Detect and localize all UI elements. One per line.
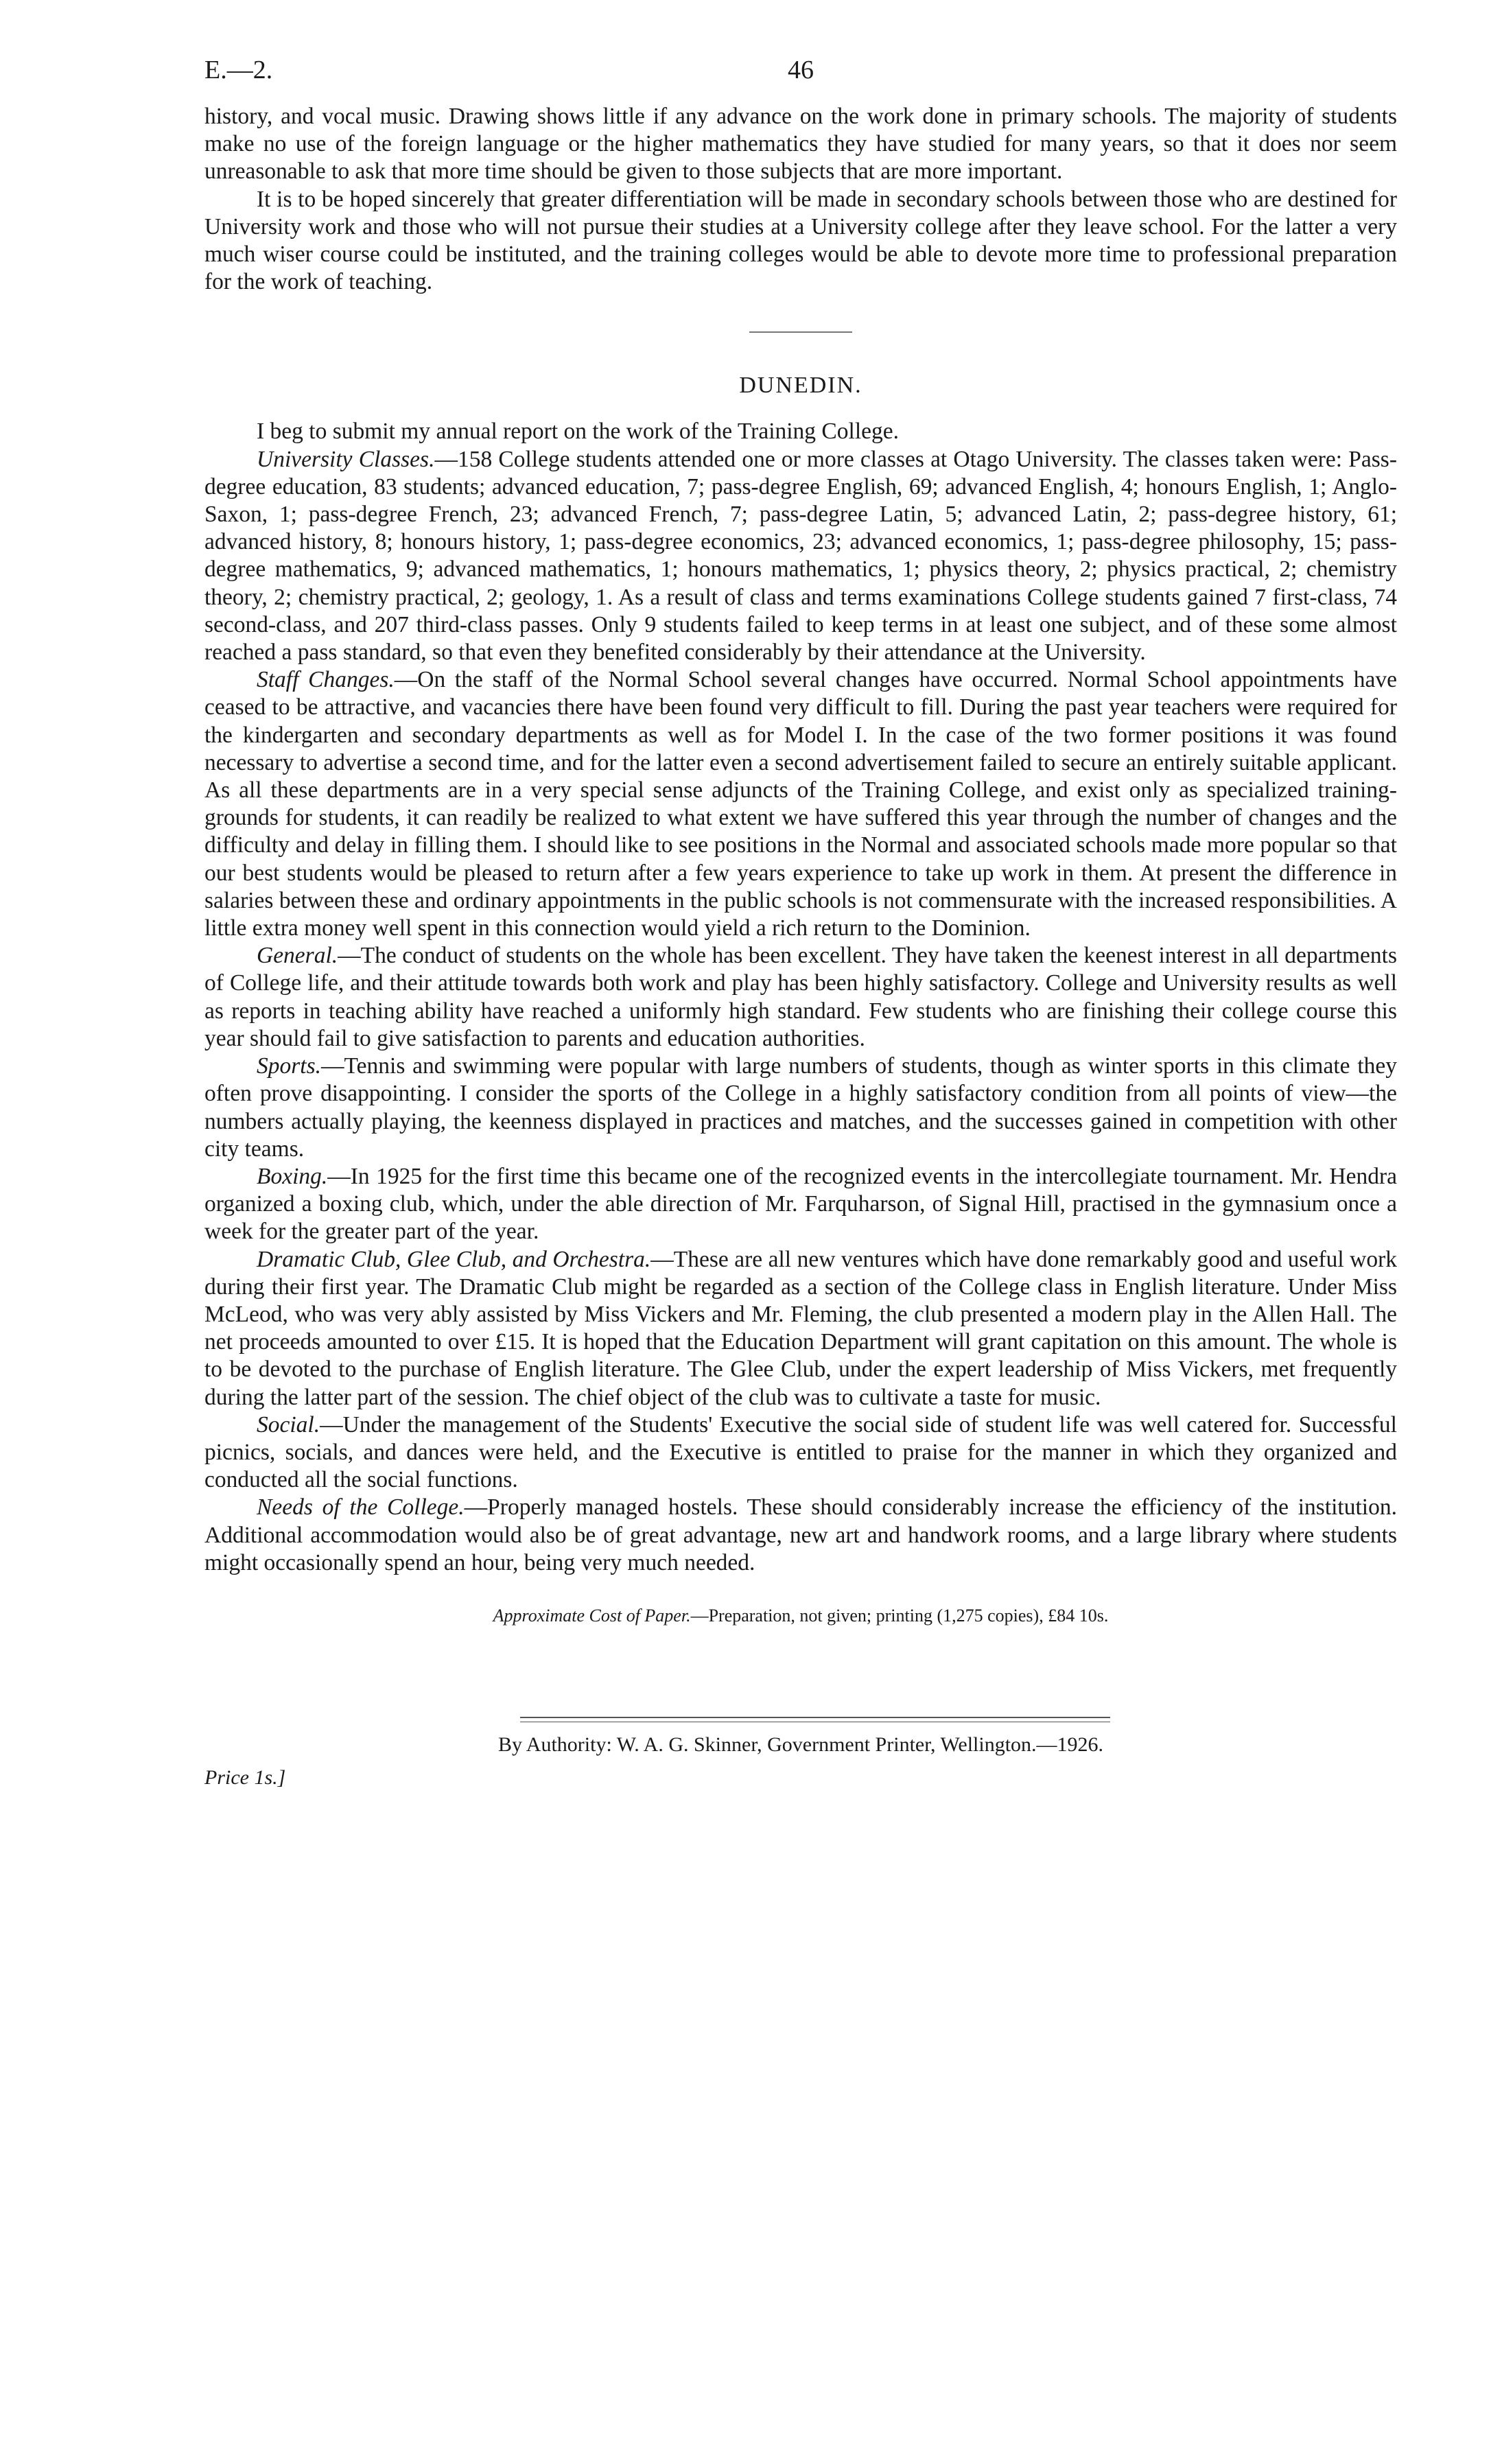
paragraph-text: —158 College students attended one or more classes at Otago University. The classes taken were: Pass-degree education, 83 students; advanced education, 7; pass-degree English, 69; advanced English, 4; honours English, 1; Anglo-Saxon, 1; pass-degree French, 23; advanced French, 7; pass-degree Latin, 5; advanced Latin, 2; pass-degree history, 61; advanced history, 8; honours history, 1; pass-degree economics, 23; advanced economics, 1; pass-degree philosophy, 15; pass-degree mathematics, 9; advanced mathematics, 1; honours mathematics, 1; physics theory, 2; physics practical, 2; chemistry theory, 2; chemistry practical, 2; geology, 1. As a result of class and terms examinations College students gained 7 first-class, 74 second-class, and 207 third-class passes. Only 9 students failed to keep terms in at least one subject, and of these some almost reached a pass standard, so that even they benefited considerably by their attendance at the University. <box>204 446 1397 666</box>
paragraph-text: —Tennis and swimming were popular with large numbers of students, though as winter sports in this climate they often prove disappointing. I consider the sports of the College in a highly satisfactory condition from all points of view—the numbers actually playing, the keenness displayed in practices and matches, and the successes gained in competition with other city teams. <box>204 1053 1397 1162</box>
document-page <box>204 55 1397 1790</box>
paragraph-heading: Needs of the College. <box>257 1494 465 1521</box>
intro-paragraph: It is to be hoped sincerely that greater differentiation will be made in secondary schools between those who are destined for University work and those who will not pursue their studies at a University college after they leave school. For the latter a very much wiser course could be instituted, and the training colleges would be able to devote more time to professional preparation for the work of teaching. <box>204 186 1397 295</box>
report-paragraph <box>204 666 1397 942</box>
paragraph-text: —These are all new ventures which have done remarkably good and useful work during their first year. The Dramatic Club might be regarded as a section of the College class in English literature. Under Miss McLeod, who was very ably assisted by Miss Vickers and Mr. Fleming, the club presented a modern play in the Allen Hall. The net proceeds amounted to over £15. It is hoped that the Education Department will grant capitation on this amount. The whole is to be devoted to the purchase of English literature. The Glee Club, under the expert leadership of Miss Vickers, met frequently during the latter part of the session. The chief object of the club was to cultivate a taste for music. <box>204 1246 1397 1410</box>
paragraph-text: —The conduct of students on the whole has been excellent. They have taken the keenest interest in all departments of College life, and their attitude towards both work and play has been highly satisfactory. College and University results as well as reports in teaching ability have reached a uniformly high standard. Few students who are finishing their college course this year should fail to give satisfaction to parents and education authorities. <box>204 943 1397 1051</box>
report-paragraph <box>204 1053 1397 1163</box>
paragraph-heading: Boxing. <box>257 1163 328 1189</box>
section-divider <box>749 331 852 333</box>
price-label: Price 1s.] <box>204 1765 286 1789</box>
printer-authority: By Authority: W. A. G. Skinner, Government Printer, Wellington.—1926. <box>497 1733 1104 1756</box>
cost-label: Approximate Cost of Paper. <box>493 1605 691 1626</box>
report-paragraph <box>204 1494 1397 1577</box>
cost-note <box>204 1606 1397 1626</box>
paragraph-heading: Dramatic Club, Glee Club, and Orchestra. <box>257 1246 651 1272</box>
report-paragraph <box>204 1411 1397 1494</box>
document-reference: E.—2. <box>204 56 273 84</box>
paragraph-heading: Sports. <box>257 1053 322 1079</box>
report-paragraph <box>204 942 1397 1053</box>
paragraph-text: —In 1925 for the first time this became one of the recognized events in the intercollegiate tournament. Mr. Hendra organized a boxing club, which, under the able direction of Mr. Farquharson, of Signal Hill, practised in the gymnasium once a week for the greater part of the year. <box>204 1163 1397 1245</box>
page-number: 46 <box>788 56 814 84</box>
opening-paragraph: I beg to submit my annual report on the work of the Training College. <box>257 419 900 445</box>
report-paragraph <box>204 1163 1397 1246</box>
paragraph-text: —Under the management of the Students' Executive the social side of student life was well catered for. Successful picnics, socials, and dances were held, and the Executive is entitled to praise for the manner in which they organized and conducted all the social functions. <box>204 1411 1397 1493</box>
paragraph-heading: Social. <box>257 1411 320 1438</box>
paragraph-text: —Properly managed hostels. These should considerably increase the efficiency of the institution. Additional accommodation would also be of great advantage, new art and handwork rooms, and a large library where students might occasionally spend an hour, being very much needed. <box>204 1494 1397 1575</box>
cost-text: —Preparation, not given; printing (1,275 copies), £84 10s. <box>690 1605 1109 1626</box>
paragraph-heading: General. <box>257 943 338 969</box>
page-header <box>204 55 1397 103</box>
paragraph-heading: Staff Changes. <box>257 667 395 693</box>
paragraph-text: —On the staff of the Normal School several changes have occurred. Normal School appointments have ceased to be attractive, and vacancies there have been found very difficult to fill. During the past year teachers were required for the kindergarten and secondary departments as well as for Model I. In the case of the two former positions it was found necessary to advertise a second time, and for the latter even a second advertisement failed to secure an entirely suitable applicant. As all these departments are in a very special sense adjuncts of the Training College, and exist only as specialized training-grounds for students, it can readily be realized to what extent we have suffered this year through the number of changes and the difficulty and delay in filling them. I should like to see positions in the Normal and associated schools made more popular so that our best students would be pleased to return after a few years experience to take up work in them. At present the difference in salaries between these and ordinary appointments in the public schools is not commensurate with the increased responsibilities. A little extra money well spent in this connection would yield a rich return to the Dominion. <box>204 667 1397 941</box>
report-paragraph <box>204 1246 1397 1411</box>
footer-rule <box>520 1717 1110 1718</box>
section-title: DUNEDIN. <box>739 373 862 399</box>
report-paragraph <box>204 446 1397 667</box>
intro-paragraph: history, and vocal music. Drawing shows little if any advance on the work done in primary schools. The majority of students make no use of the foreign language or the higher mathematics they have studied for many years, so that it does nor seem unreasonable to ask that more time should be given to those subjects that are more important. <box>204 104 1397 185</box>
paragraph-heading: University Classes. <box>257 446 435 472</box>
